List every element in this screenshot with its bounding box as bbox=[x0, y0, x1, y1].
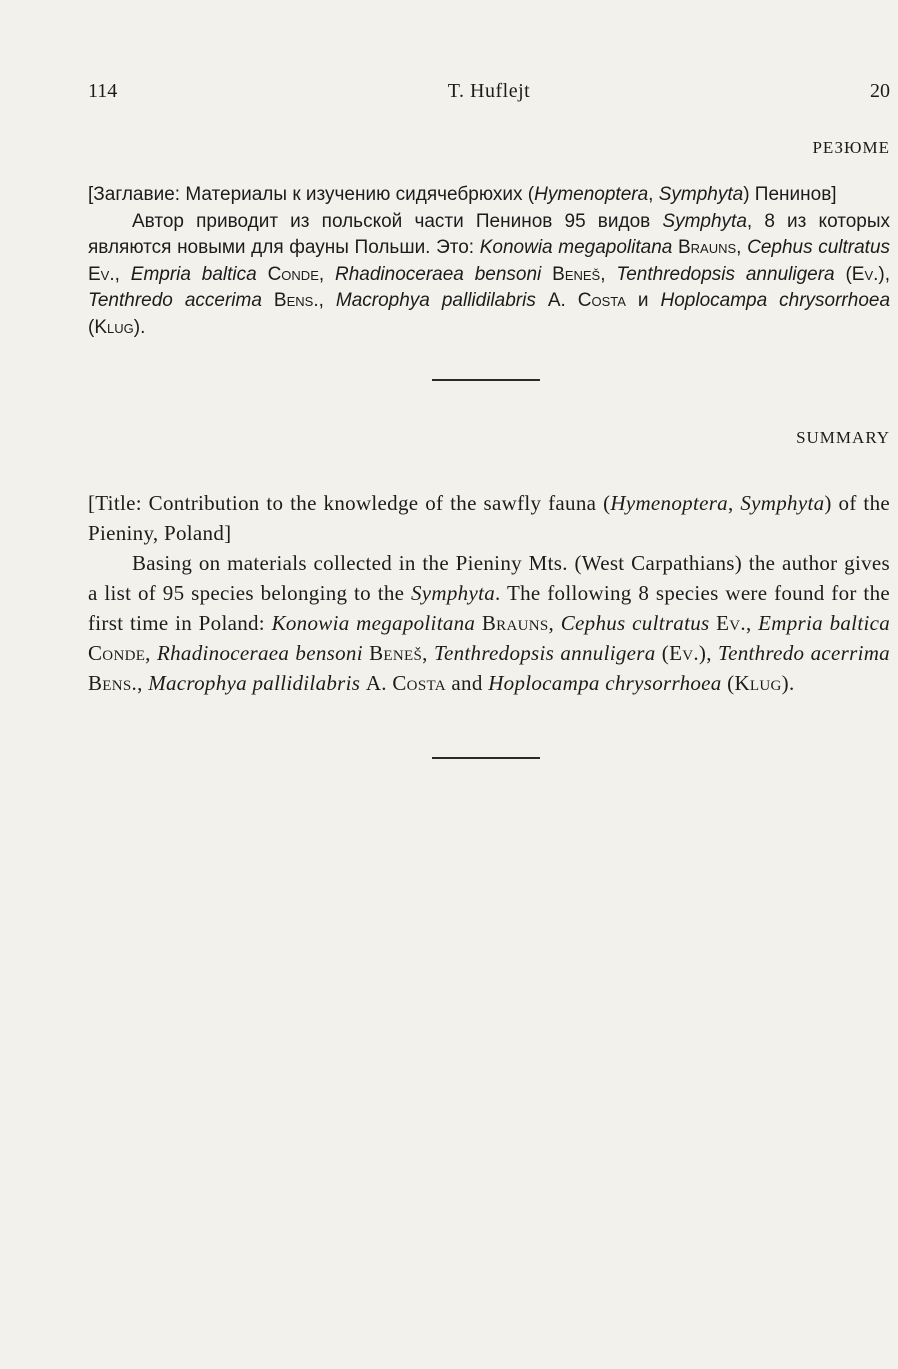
species-author: Brauns bbox=[481, 611, 549, 635]
resume-title: [Заглавие: Материалы к изучению сидячебрюхих (Hymenoptera, Symphyta) Пенинов] bbox=[88, 184, 837, 205]
species-name: Hoplocampa chrysorrhoea bbox=[660, 290, 891, 311]
species-separator: and bbox=[445, 671, 489, 695]
volume-number: 20 bbox=[870, 80, 890, 102]
species-separator: , bbox=[137, 671, 149, 695]
species-author: A. Costa bbox=[365, 671, 446, 695]
taxon-name: Symphyta bbox=[662, 210, 747, 232]
species-author: Conde bbox=[267, 263, 319, 285]
species-separator: и bbox=[625, 290, 661, 311]
running-head bbox=[88, 80, 890, 108]
taxon-name: Hymenoptera bbox=[610, 491, 728, 515]
species-name: Tenthredo accerima bbox=[88, 290, 262, 311]
species-name: Rhadinoceraea bensoni bbox=[156, 641, 363, 665]
species-author: Brauns bbox=[677, 237, 737, 258]
species-author: (Ev.) bbox=[661, 641, 707, 665]
species-author: Beneš bbox=[552, 263, 601, 285]
species-name: Tenthredopsis annuligera bbox=[616, 263, 835, 285]
species-name: Hoplocampa chrysorrhoea bbox=[488, 671, 722, 695]
species-separator: , bbox=[548, 611, 561, 635]
species-author: Beneš bbox=[369, 641, 423, 665]
species-author: (Klug) bbox=[88, 316, 141, 338]
page-number: 114 bbox=[88, 80, 118, 102]
species-author: Bens. bbox=[88, 671, 138, 695]
species-name: Cephus cultratus bbox=[747, 237, 891, 258]
species-separator: , bbox=[736, 237, 748, 258]
end-divider bbox=[432, 757, 540, 759]
author-name: T. Huflejt bbox=[447, 80, 531, 102]
species-author: Ev. bbox=[88, 263, 115, 285]
taxon-name: Symphyta bbox=[740, 491, 825, 515]
species-separator: . bbox=[140, 316, 146, 338]
species-author: (Klug) bbox=[727, 671, 789, 695]
section-divider bbox=[432, 379, 540, 381]
species-name: Rhadinoceraea bensoni bbox=[335, 263, 542, 285]
taxon-name: Symphyta bbox=[658, 184, 744, 205]
species-name: Tenthredopsis annuligera bbox=[433, 641, 656, 665]
species-author: Conde bbox=[88, 641, 146, 665]
summary-body: Basing on materials collected in the Pieniny Mts. (West Carpathians) the author gives a list of 95 species belonging to the Symphyta. The following 8 species were found for the first time in Poland: Konowia megapolitana Brauns, Cephus cultratus Ev., Empria baltica Conde, Rhadinoceraea bensoni Beneš, Tenthredopsis annuligera (Ev.), Tenthredo acerrima Bens., Macrophya pallidilabris A. Costa and Hoplocampa chrysorrhoea (Klug). bbox=[88, 551, 891, 695]
species-author: Ev. bbox=[716, 611, 746, 635]
resume-section bbox=[88, 138, 890, 341]
summary-heading: SUMMARY bbox=[796, 428, 890, 447]
species-name: Konowia megapolitana bbox=[479, 237, 673, 258]
species-author: Bens. bbox=[273, 290, 319, 311]
species-separator: , bbox=[318, 290, 336, 311]
species-separator: , bbox=[600, 263, 617, 285]
species-author: (Ev.) bbox=[845, 263, 885, 285]
species-separator: , bbox=[884, 263, 891, 285]
species-separator: , bbox=[114, 263, 131, 285]
species-separator: . bbox=[788, 671, 795, 695]
taxon-name: Symphyta bbox=[411, 581, 496, 605]
species-separator: , bbox=[318, 263, 335, 285]
species-author: A. Costa bbox=[547, 290, 626, 311]
species-name: Konowia megapolitana bbox=[271, 611, 476, 635]
species-separator: , bbox=[422, 641, 434, 665]
species-name: Empria baltica bbox=[130, 263, 257, 285]
taxon-name: Hymenoptera bbox=[534, 184, 649, 205]
species-name: Macrophya pallidilabris bbox=[148, 671, 361, 695]
species-name: Cephus cultratus bbox=[560, 611, 710, 635]
page bbox=[88, 0, 890, 1369]
species-separator: , bbox=[145, 641, 157, 665]
species-separator: , bbox=[745, 611, 759, 635]
summary-section bbox=[88, 428, 890, 698]
species-name: Macrophya pallidilabris bbox=[335, 290, 536, 311]
summary-title: [Title: Contribution to the knowledge of the sawfly fauna (Hymenoptera, Symphyta) of the Pieniny, Poland] bbox=[88, 491, 890, 545]
resume-body: Автор приводит из польской части Пенинов 95 видов Symphyta, 8 из которых являются новыми для фауны Польши. Это: Konowia megapolitana Brauns, Cephus cultratus Ev., Empria baltica Conde, Rhadinoceraea bensoni Beneš, Tenthredopsis annuligera (Ev.), Tenthredo accerima Bens., Macrophya pallidilabris A. Costa и Hoplocampa chrysorrhoea (Klug). bbox=[88, 210, 891, 338]
species-name: Empria baltica bbox=[758, 611, 891, 635]
resume-heading: РЕЗЮМЕ bbox=[812, 138, 890, 157]
species-separator: , bbox=[706, 641, 719, 665]
species-name: Tenthredo acerrima bbox=[718, 641, 890, 665]
